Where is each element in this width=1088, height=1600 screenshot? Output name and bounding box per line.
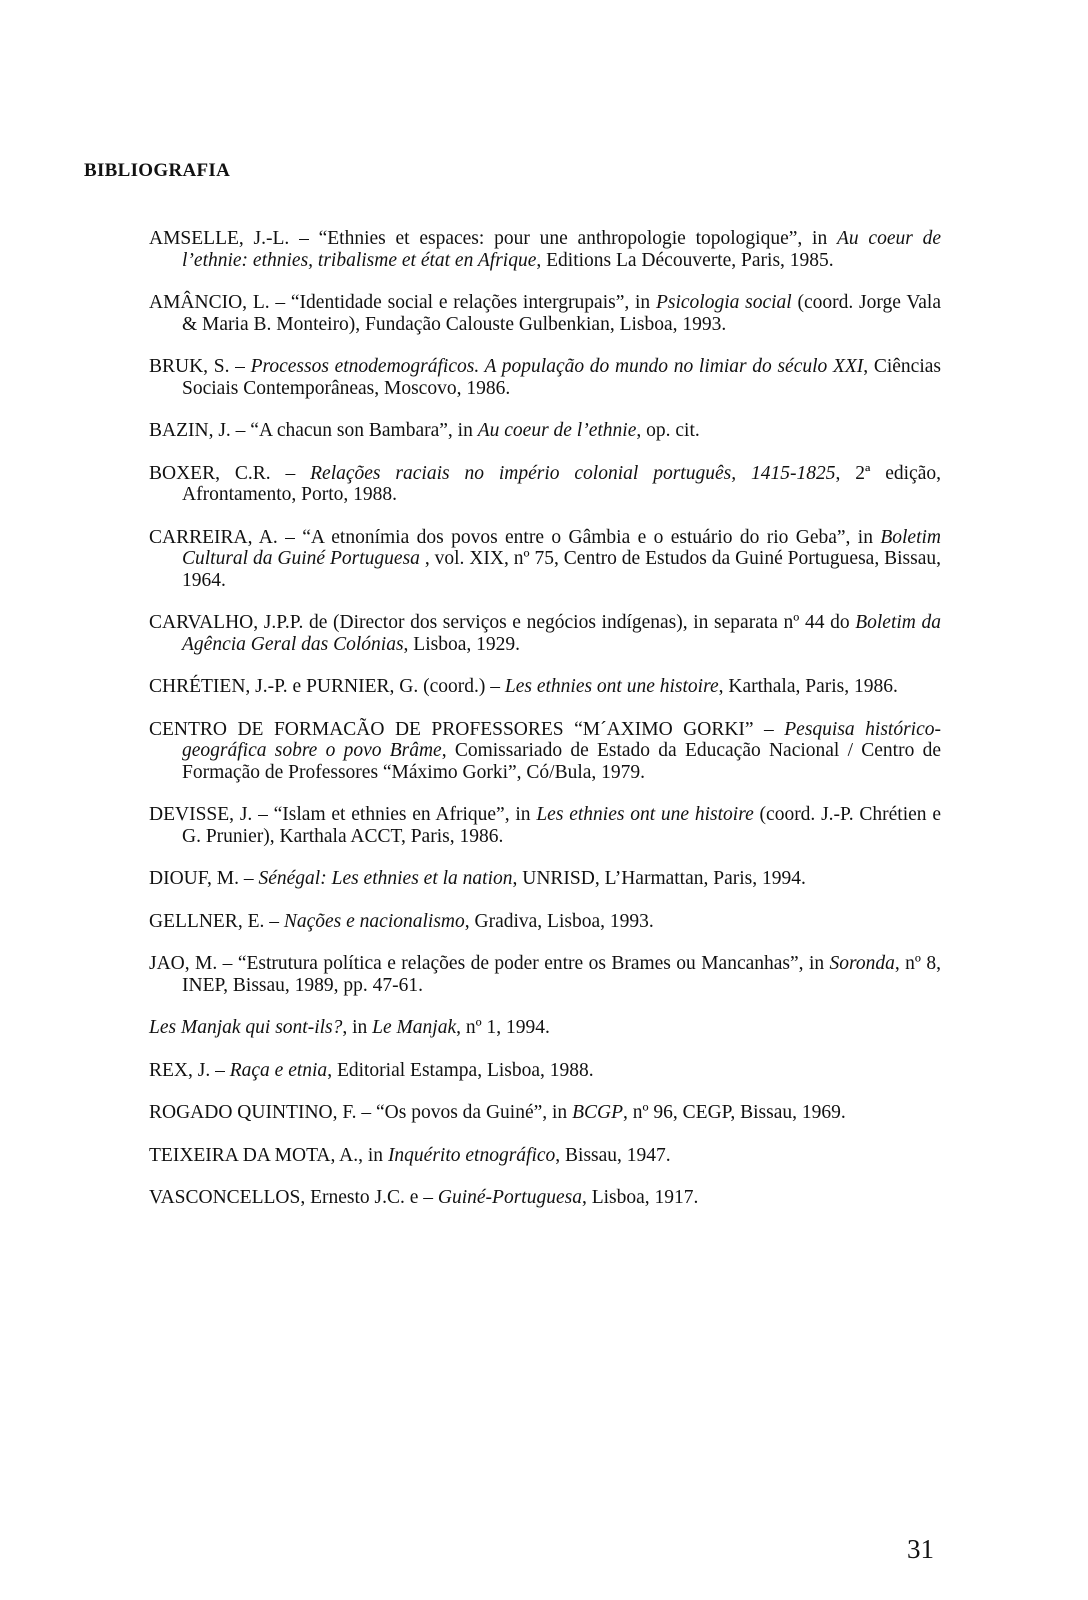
bibliography-entry <box>149 612 941 655</box>
entry-title-italic: Les ethnies ont une histoire <box>536 804 754 825</box>
entry-text: AMÂNCIO, L. – “Identidade social e relações intergrupais”, in <box>149 292 656 313</box>
bibliography-entry <box>149 1060 941 1082</box>
entry-text: BAZIN, J. – “A chacun son Bambara”, in <box>149 420 478 441</box>
page-number: 31 <box>907 1534 934 1564</box>
bibliography-entry <box>149 292 941 335</box>
entry-text: , Gradiva, Lisboa, 1993. <box>464 910 654 932</box>
entry-title-italic: Psicologia social <box>655 292 792 313</box>
entry-text: REX, J. – <box>149 1059 230 1081</box>
bibliography-entry <box>149 911 941 933</box>
bibliography-entry <box>149 1102 941 1124</box>
entry-text: GELLNER, E. – <box>149 910 284 932</box>
bibliography-entry <box>149 1187 941 1209</box>
bibliography-entry <box>149 527 941 592</box>
entry-title-italic: Relações raciais no império colonial português, 1415-1825 <box>310 462 836 484</box>
entry-title-italic: Au coeur de l’ethnie: ethnies, tribalisme et état en Afrique <box>182 228 942 271</box>
entry-text: , op. cit. <box>636 420 700 441</box>
entry-text: CARREIRA, A. – “A etnonímia dos povos entre o Gâmbia e o estuário do rio Geba”, in <box>149 526 881 548</box>
bibliography-entry <box>149 1017 941 1039</box>
entry-text: DEVISSE, J. – “Islam et ethnies en Afrique”, in <box>149 804 537 825</box>
entry-text: AMSELLE, J.-L. – “Ethnies et espaces: pour une anthropologie topologique”, in <box>149 228 837 249</box>
entry-text: TEIXEIRA DA MOTA, A., in <box>149 1144 388 1166</box>
entry-title-italic: Boletim Cultural da Guiné Portuguesa <box>182 526 941 569</box>
entry-text: , Karthala, Paris, 1986. <box>718 676 898 697</box>
bibliography-entry <box>149 953 941 996</box>
entry-text: , nº 96, CEGP, Bissau, 1969. <box>622 1102 846 1123</box>
entry-text: , Lisboa, 1917. <box>581 1187 699 1208</box>
bibliography-entry <box>149 228 941 271</box>
entry-text: , nº 8, INEP, Bissau, 1989, pp. 47-61. <box>182 953 942 996</box>
entry-text: , Editorial Estampa, Lisboa, 1988. <box>327 1059 594 1081</box>
entry-text: BOXER, C.R. – <box>149 462 311 484</box>
entry-title-italic: Inquérito etnográfico <box>387 1144 556 1166</box>
entry-title-italic: Nações e nacionalismo <box>283 910 465 932</box>
entry-title-italic: Le Manjak <box>372 1017 457 1038</box>
entry-title-italic: Les Manjak qui sont-ils? <box>149 1017 343 1038</box>
entry-text: JAO, M. – “Estrutura política e relações de poder entre os Brames ou Mancanhas”, in <box>149 953 830 974</box>
entry-text: , nº 1, 1994. <box>456 1017 550 1038</box>
reference-list <box>149 228 941 1230</box>
entry-title-italic: Raça e etnia <box>229 1059 328 1081</box>
entry-text: , Ciências Sociais Contemporâneas, Moscovo, 1986. <box>182 356 942 399</box>
entry-title-italic: Processos etnodemográficos. A população do mundo no limiar do século XXI <box>250 356 864 377</box>
bibliography-entry <box>149 463 941 506</box>
entry-title-italic: Les ethnies ont une histoire <box>504 676 719 697</box>
entry-title-italic: Soronda <box>829 953 895 974</box>
entry-title-italic: Boletim da Agência Geral das Colónias <box>182 612 941 655</box>
entry-text: , 2ª edição, Afrontamento, Porto, 1988. <box>182 462 941 505</box>
bibliography-entry <box>149 356 941 399</box>
entry-text: CENTRO DE FORMACÃO DE PROFESSORES “M´AXIMO GORKI” – <box>149 718 785 740</box>
entry-text: , UNRISD, L’Harmattan, Paris, 1994. <box>512 868 806 889</box>
entry-text: , Lisboa, 1929. <box>403 633 520 655</box>
section-heading: BIBLIOGRAFIA <box>84 160 231 181</box>
entry-title-italic: Sénégal: Les ethnies et la nation <box>258 868 513 889</box>
entry-text: , vol. XIX, nº 75, Centro de Estudos da Guiné Portuguesa, Bissau, 1964. <box>182 548 941 591</box>
entry-title-italic: BCGP <box>572 1102 623 1123</box>
bibliography-entry <box>149 719 941 784</box>
entry-text: DIOUF, M. – <box>149 868 259 889</box>
entry-text: (coord. J.-P. Chrétien e G. Prunier), Karthala ACCT, Paris, 1986. <box>182 804 941 847</box>
entry-text: CHRÉTIEN, J.-P. e PURNIER, G. (coord.) – <box>149 676 505 697</box>
bibliography-entry <box>149 420 941 442</box>
entry-title-italic: Pesquisa histórico-geográfica sobre o povo Brâme <box>182 718 941 761</box>
entry-title-italic: Au coeur de l’ethnie <box>477 420 637 441</box>
entry-text: , Editions La Découverte, Paris, 1985. <box>536 249 834 271</box>
entry-text: BRUK, S. – <box>149 356 251 377</box>
entry-text: , Bissau, 1947. <box>555 1144 671 1166</box>
entry-text: , Comissariado de Estado da Educação Nacional / Centro de Formação de Professores “Máximo Gorki”, Có/Bula, 1979. <box>182 740 941 783</box>
entry-text: VASCONCELLOS, Ernesto J.C. e – <box>149 1187 438 1208</box>
bibliography-entry <box>149 1145 941 1167</box>
bibliography-entry <box>149 676 941 698</box>
entry-text: ROGADO QUINTINO, F. – “Os povos da Guiné”, in <box>149 1102 573 1123</box>
entry-text: , in <box>342 1017 373 1038</box>
bibliography-entry <box>149 868 941 890</box>
entry-text: (coord. Jorge Vala & Maria B. Monteiro), Fundação Calouste Gulbenkian, Lisboa, 1993. <box>182 292 941 335</box>
bibliography-entry <box>149 804 941 847</box>
entry-text: CARVALHO, J.P.P. de (Director dos serviços e negócios indígenas), in separata nº 44 do <box>149 612 856 633</box>
entry-title-italic: Guiné-Portuguesa <box>437 1187 582 1208</box>
